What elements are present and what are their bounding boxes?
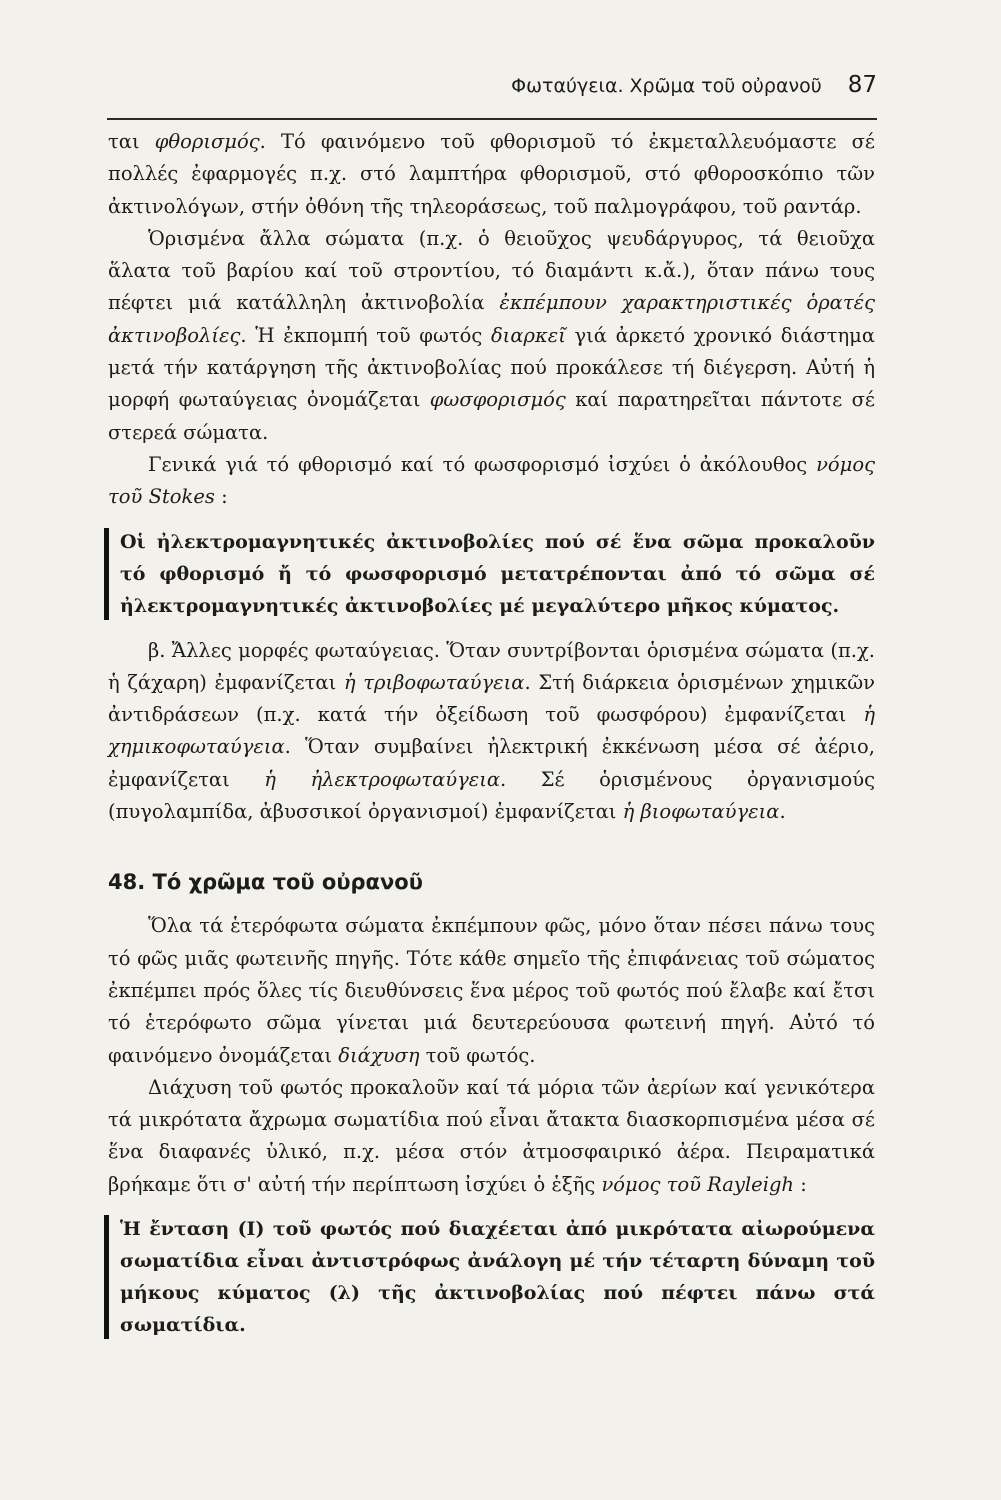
italic-term: ἡ χημικοφωταύγεια bbox=[108, 703, 875, 759]
header-rule bbox=[107, 118, 877, 120]
law-margin-bar bbox=[104, 1215, 109, 1339]
text-run: . Τό φαινόμενο τοῦ φθορισμοῦ τό ἐκμεταλλευόμαστε σέ πολλές ἐφαρμογές π.χ. στό λαμπτήρα φθορισμοῦ, στό φθοροσκόπιο τῶν ἀκτινολόγων, στήν ὀθόνη τῆς τηλεοράσεως, τοῦ παλμογράφου, τοῦ ραντάρ. bbox=[108, 130, 875, 218]
text-run: : bbox=[214, 485, 228, 509]
text-run: . Σέ ὁρισμένους ὀργανισμούς (πυγολαμπίδα, ἀβυσσικοί ὀργανισμοί) ἐμφανίζεται bbox=[108, 767, 875, 824]
running-header bbox=[107, 72, 877, 98]
paragraph-fluorescence bbox=[108, 126, 875, 223]
paragraph-other-luminescence bbox=[108, 635, 875, 829]
stokes-law-text: Οἱ ἠλεκτρομαγνητικές ἀκτινοβολίες πού σέ ἕνα σῶμα προκαλοῦν τό φθορισμό ἤ τό φωσφορισμό μετατρέπονται ἀπό τό σῶμα σέ ἠλεκτρομαγνητικές ἀκτινοβολίες μέ μεγαλύτερο μῆκος κύματος. bbox=[120, 530, 875, 617]
paragraph-diffusion bbox=[108, 910, 875, 1071]
text-run: ται bbox=[108, 130, 155, 153]
text-run: . bbox=[779, 800, 786, 824]
subsection-title: β. Ἄλλες μορφές φωταύγειας. bbox=[148, 638, 440, 662]
section-heading: 48. Τό χρῶμα τοῦ οὐρανοῦ bbox=[108, 870, 423, 895]
stokes-law-box bbox=[108, 526, 875, 622]
italic-term: διάχυση bbox=[338, 1043, 420, 1067]
running-title: Φωταύγεια. Χρῶμα τοῦ οὐρανοῦ bbox=[511, 75, 822, 97]
italic-term: νόμος τοῦ Stokes bbox=[108, 452, 875, 509]
law-margin-bar bbox=[104, 528, 109, 620]
text-run: Ὁρισμένα ἄλλα σώματα (π.χ. ὁ θειοῦχος ψευδάργυρος, τά θειοῦχα ἅλατα τοῦ βαρίου καί τοῦ στροντίου, τό διαμάντι κ.ἄ.), ὅταν πάνω τους πέφτει μιά κατάλληλη ἀκτινοβολία bbox=[108, 226, 875, 315]
italic-term: νόμος τοῦ Rayleigh bbox=[601, 1172, 794, 1196]
italic-term: ἐκπέμπουν χαρακτηριστικές ὁρατές ἀκτινοβολίες bbox=[108, 291, 875, 347]
text-run: καί παρατηρεῖται πάντοτε σέ στερεά σώματα. bbox=[108, 388, 875, 444]
text-run: . Ὅταν συμβαίνει ἠλεκτρική ἐκκένωση μέσα σέ ἀέριο, ἐμφανίζεται bbox=[108, 735, 875, 791]
italic-term: ἡ βιοφωταύγεια bbox=[622, 800, 780, 824]
italic-term: διαρκεῖ bbox=[490, 323, 566, 347]
paragraph-stokes-intro bbox=[108, 449, 875, 514]
text-run: . Ἡ ἐκπομπή τοῦ φωτός bbox=[240, 323, 491, 347]
text-run: γιά ἀρκετό χρονικό διάστημα μετά τήν κατάργηση τῆς ἀκτινοβολίας πού προκάλεσε τή διέγερση. Αὐτή ἡ μορφή φωταύγειας ὀνομάζεται bbox=[108, 323, 875, 412]
paragraph-phosphorescence bbox=[108, 223, 875, 449]
text-run: : bbox=[794, 1172, 807, 1196]
italic-term: ἡ τριβοφωταύγεια bbox=[343, 670, 525, 694]
rayleigh-law-text: Ἡ ἔνταση (Ι) τοῦ φωτός πού διαχέεται ἀπό μικρότατα αἰωρούμενα σωματίδια εἶναι ἀντιστρόφως ἀνάλογη μέ τήν τέταρτη δύναμη τοῦ μήκους κύματος (λ) τῆς ἀκτινοβολίας πού πέφτει πάνω στά σωματίδια. bbox=[120, 1218, 875, 1337]
italic-term: ἡ ἠλεκτροφωταύγεια bbox=[264, 767, 501, 791]
italic-term: φθορισμός bbox=[154, 130, 260, 153]
text-run: Ὅλα τά ἑτερόφωτα σώματα ἐκπέμπουν φῶς, μόνο ὅταν πέσει πάνω τους τό φῶς μιᾶς φωτεινῆς πηγῆς. Τότε κάθε σημεῖο τῆς ἐπιφάνειας τοῦ σώματος ἐκπέμπει πρός ὅλες τίς διευθύνσεις ἕνα μέρος τοῦ φωτός πού ἔλαβε καί ἔτσι τό ἑτερόφωτο σῶμα γίνεται μιά δευτερεύουσα φωτεινή πηγή. Αὐτό τό φαινόμενο ὀνομάζεται bbox=[108, 914, 875, 1067]
rayleigh-law-box bbox=[108, 1213, 875, 1341]
text-run: Διάχυση τοῦ φωτός προκαλοῦν καί τά μόρια τῶν ἀερίων καί γενικότερα τά μικρότατα ἄχρωμα σωματίδια πού εἶναι ἄτακτα διασκορπισμένα μέσα σέ ἕνα διαφανές ὑλικό, π.χ. μέσα στόν ἀτμοσφαιρικό ἀέρα. Πειραματικά βρήκαμε ὅτι σ' αὐτή τήν περίπτωση ἰσχύει ὁ ἑξῆς bbox=[108, 1075, 875, 1196]
text-run: Ὅταν συντρίβονται ὁρισμένα σώματα (π.χ. ἡ ζάχαρη) ἐμφανίζεται bbox=[108, 638, 875, 694]
text-run: Γενικά γιά τό φθορισμό καί τό φωσφορισμό ἰσχύει ὁ ἀκόλουθος bbox=[148, 452, 817, 476]
body-text bbox=[108, 126, 875, 1354]
paragraph-rayleigh-intro bbox=[108, 1072, 875, 1201]
text-run: . Στή διάρκεια ὁρισμένων χημικῶν ἀντιδράσεων (π.χ. κατά τήν ὀξείδωση τοῦ φωσφόρου) ἐμφανίζεται bbox=[108, 670, 875, 727]
italic-term: φωσφορισμός bbox=[429, 388, 566, 412]
text-run: τοῦ φωτός. bbox=[419, 1043, 536, 1067]
page-number: 87 bbox=[847, 72, 877, 98]
